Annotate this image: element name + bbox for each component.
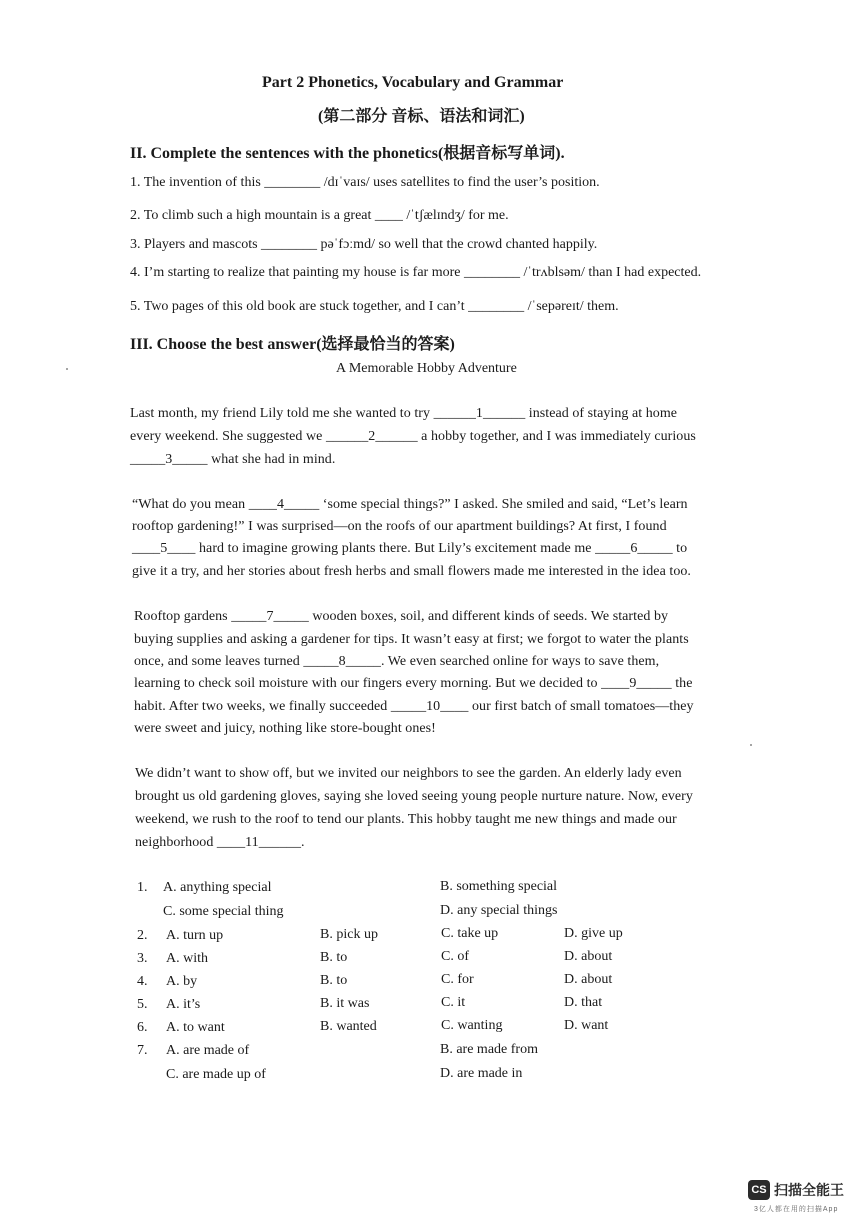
option-a: A. it’s <box>166 997 201 1012</box>
paragraph-3-line-5: habit. After two weeks, we finally succeeded _____10____ our first batch of small tomatoes—they <box>134 699 694 714</box>
question-number: 5. <box>137 997 148 1012</box>
section-2-title: II. Complete the sentences with the phonetics(根据音标写单词). <box>130 145 565 162</box>
option-d: D. about <box>564 949 613 964</box>
option-d: D. that <box>564 995 603 1010</box>
paragraph-1-line-1: Last month, my friend Lily told me she wanted to try ______1______ instead of staying at home <box>130 406 678 421</box>
paragraph-1-line-2: every weekend. She suggested we ______2______ a hobby together, and I was immediately curious <box>130 429 696 444</box>
option-c: C. it <box>441 995 466 1010</box>
paragraph-3-line-6: were sweet and juicy, nothing like store-bought ones! <box>134 721 436 736</box>
option-c: C. some special thing <box>163 904 284 919</box>
option-b: B. pick up <box>320 927 378 942</box>
option-d: D. want <box>564 1018 609 1033</box>
option-b: B. to <box>320 973 348 988</box>
paragraph-2-line-4: give it a try, and her stories about fresh herbs and small flowers made me interested in the idea too. <box>132 564 691 579</box>
phonetic-item-5: 5. Two pages of this old book are stuck together, and I can’t ________ /ˈsepəreɪt/ them. <box>130 299 619 314</box>
option-a: A. to want <box>166 1020 225 1035</box>
paragraph-4-line-2: brought us old gardening gloves, saying she loved seeing young people nurture nature. Now, every <box>135 789 693 804</box>
part-title: Part 2 Phonetics, Vocabulary and Grammar <box>262 74 564 91</box>
phonetic-item-3: 3. Players and mascots ________ pəˈfɔːmd/ so well that the crowd chanted happily. <box>130 237 598 252</box>
option-d: D. about <box>564 972 613 987</box>
question-number: 7. <box>137 1043 148 1058</box>
phonetic-item-1: 1. The invention of this ________ /dɪˈvaɪs/ uses satellites to find the user’s position. <box>130 175 600 190</box>
section-3-title: III. Choose the best answer(选择最恰当的答案) <box>130 336 455 353</box>
scan-speck <box>66 368 68 370</box>
paragraph-4-line-1: We didn’t want to show off, but we invited our neighbors to see the garden. An elderly lady even <box>135 766 682 781</box>
option-c: C. take up <box>441 926 499 941</box>
option-d: D. any special things <box>440 903 558 918</box>
question-number: 1. <box>137 880 148 895</box>
scan-speck <box>750 744 752 746</box>
option-d: D. are made in <box>440 1066 523 1081</box>
question-number: 3. <box>137 951 148 966</box>
option-a: A. anything special <box>163 880 272 895</box>
story-title: A Memorable Hobby Adventure <box>336 361 517 376</box>
phonetic-item-2: 2. To climb such a high mountain is a great ____ /ˈtʃælɪndʒ/ for me. <box>130 208 509 223</box>
option-a: A. by <box>166 974 198 989</box>
paragraph-2-line-2: rooftop gardening!” I was surprised—on the roofs of our apartment buildings? At first, I found <box>132 519 667 534</box>
option-a: A. are made of <box>166 1043 250 1058</box>
option-c: C. wanting <box>441 1018 503 1033</box>
paragraph-3-line-2: buying supplies and asking a gardener for tips. It wasn’t easy at first; we forgot to water the plants <box>134 632 689 647</box>
option-c: C. for <box>441 972 474 987</box>
scanner-watermark <box>748 1178 854 1218</box>
part-subtitle: (第二部分 音标、语法和词汇) <box>318 108 525 125</box>
option-b: B. to <box>320 950 348 965</box>
paragraph-2-line-1: “What do you mean ____4_____ ‘some special things?” I asked. She smiled and said, “Let’s learn <box>132 497 688 512</box>
option-c: C. are made up of <box>166 1067 266 1082</box>
question-number: 6. <box>137 1020 148 1035</box>
paragraph-3-line-4: learning to check soil moisture with our fingers every morning. But we decided to ____9_____ the <box>134 676 693 691</box>
question-number: 2. <box>137 928 148 943</box>
option-a: A. turn up <box>166 928 224 943</box>
paragraph-1-line-3: _____3_____ what she had in mind. <box>130 452 336 467</box>
option-a: A. with <box>166 951 208 966</box>
paragraph-3-line-3: once, and some leaves turned _____8_____. We even searched online for ways to save them, <box>134 654 660 669</box>
watermark-tagline: 3亿人都在用的扫描App <box>754 1206 839 1213</box>
phonetic-item-4: 4. I’m starting to realize that painting my house is far more ________ /ˈtrʌblsəm/ than I had expected. <box>130 265 702 280</box>
option-b: B. are made from <box>440 1042 538 1057</box>
option-c: C. of <box>441 949 469 964</box>
option-b: B. it was <box>320 996 370 1011</box>
paragraph-4-line-4: neighborhood ____11______. <box>135 835 305 850</box>
option-b: B. wanted <box>320 1019 377 1034</box>
paragraph-2-line-3: ____5____ hard to imagine growing plants there. But Lily’s excitement made me _____6_____ to <box>132 541 688 556</box>
option-d: D. give up <box>564 926 623 941</box>
paragraph-3-line-1: Rooftop gardens _____7_____ wooden boxes, soil, and different kinds of seeds. We started by <box>134 609 669 624</box>
watermark-app-name: 扫描全能王 <box>774 1182 844 1198</box>
cs-logo-icon: CS <box>748 1180 770 1200</box>
option-b: B. something special <box>440 879 558 894</box>
question-number: 4. <box>137 974 148 989</box>
paragraph-4-line-3: weekend, we rush to the roof to tend our plants. This hobby taught me new things and made our <box>135 812 677 827</box>
